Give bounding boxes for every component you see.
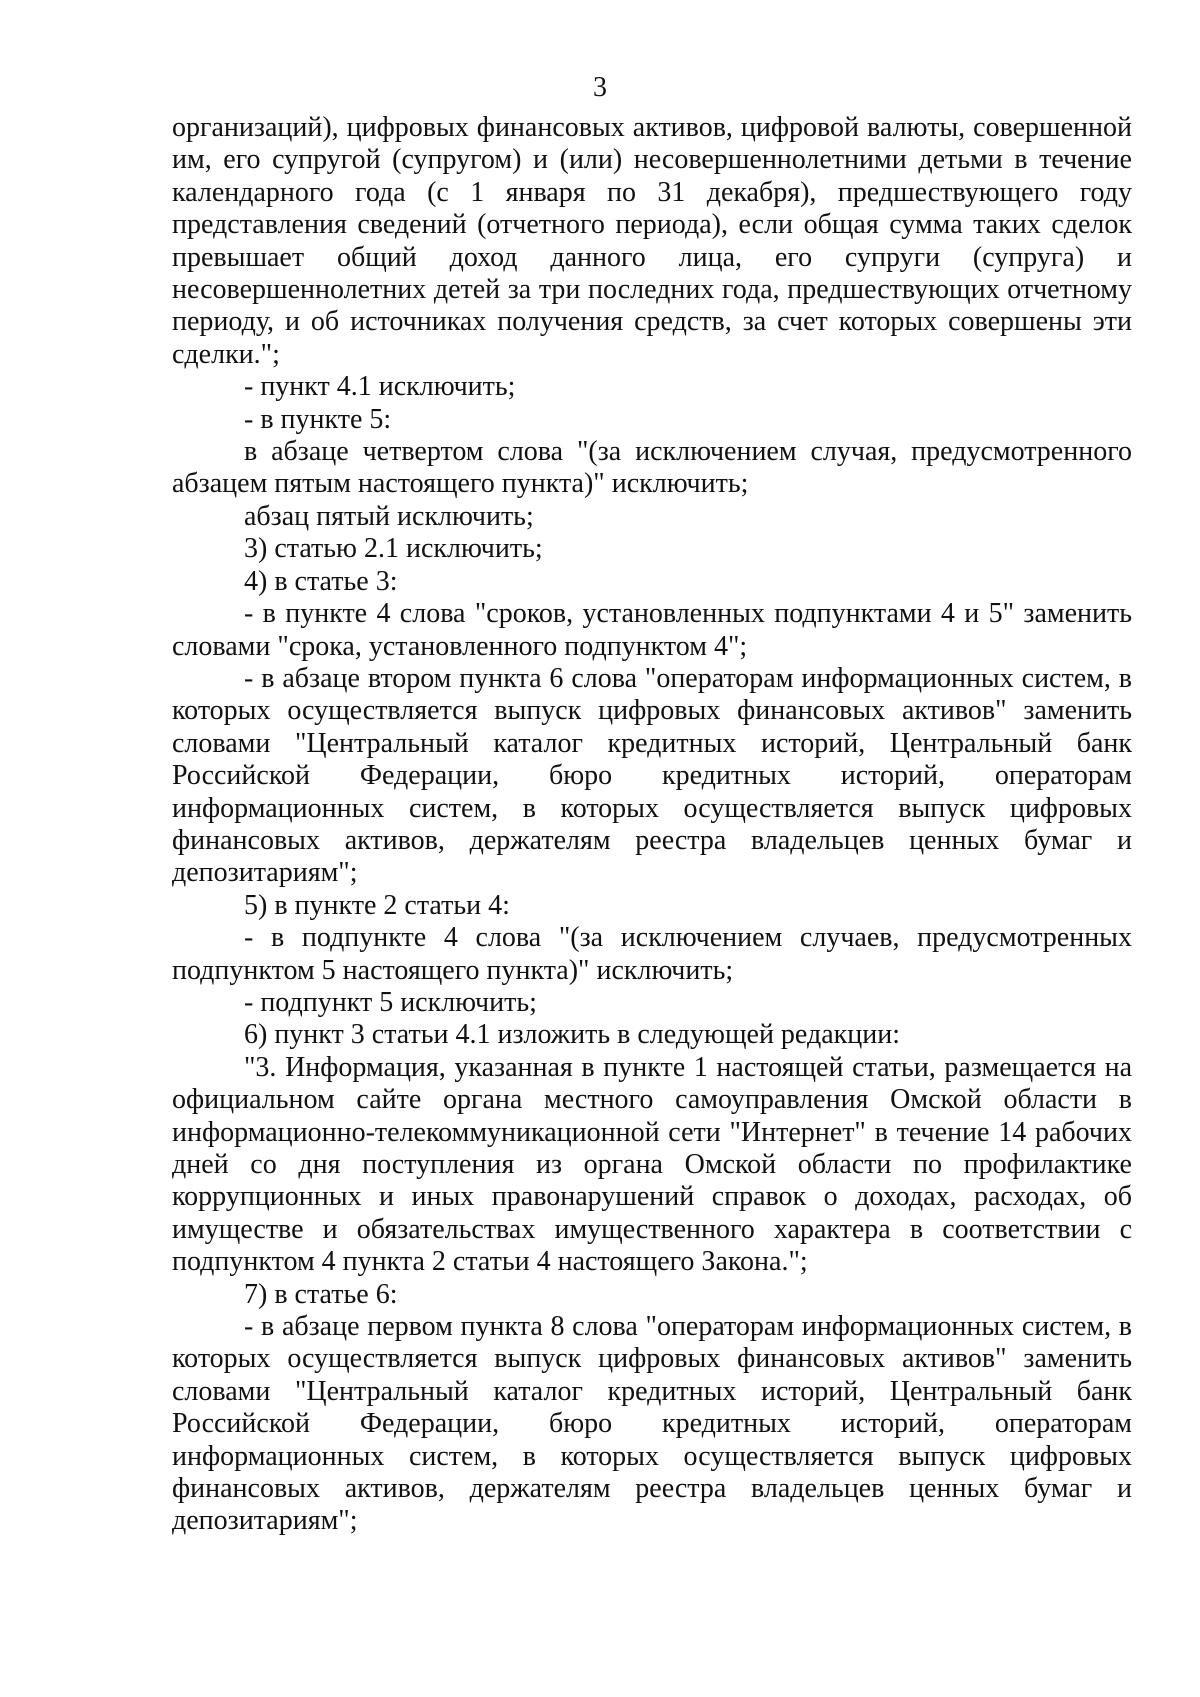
paragraph: 3) статью 2.1 исключить; <box>244 533 543 565</box>
paragraph: 6) пункт 3 статьи 4.1 изложить в следующей редакции: <box>244 1019 901 1051</box>
paragraph: - в подпункте 4 слова "(за исключением случаев, предусмотренных подпунктом 5 настоящего пункта)" исключить; <box>172 922 1132 986</box>
paragraph: 4) в статье 3: <box>244 565 398 597</box>
page-number: 3 <box>593 72 607 103</box>
paragraph: - пункт 4.1 исключить; <box>244 371 516 403</box>
document-body <box>172 112 1132 1538</box>
paragraph: "3. Информация, указанная в пункте 1 настоящей статьи, размещается на официальном сайте органа местного самоуправления Омской области в информационно-телекоммуникационной сети "Интернет" в течение 14 рабочих дней со дня поступления из органа Омской области по профилактике коррупционных и иных правонарушений справок о доходах, расходах, об имуществе и обязательствах имущественного характера в соответствии с подпунктом 4 пункта 2 статьи 4 настоящего Закона."; <box>172 1051 1132 1278</box>
paragraph: абзац пятый исключить; <box>244 500 534 532</box>
paragraph: - в абзаце первом пункта 8 слова "операторам информационных систем, в которых осуществляется выпуск цифровых финансовых активов" заменить словами "Центральный каталог кредитных историй, Центральный банк Российской Федерации, бюро кредитных историй, операторам информационных систем, в которых осуществляется выпуск цифровых финансовых активов, держателям реестра владельцев ценных бумаг и депозитариям"; <box>172 1311 1132 1537</box>
paragraph: - в пункте 5: <box>244 403 392 435</box>
paragraph: в абзаце четвертом слова "(за исключением случая, предусмотренного абзацем пятым настоящего пункта)" исключить; <box>172 436 1132 500</box>
paragraph: - подпункт 5 исключить; <box>244 986 537 1018</box>
paragraph: - в абзаце втором пункта 6 слова "операторам информационных систем, в которых осуществляется выпуск цифровых финансовых активов" заменить словами "Центральный каталог кредитных историй, Центральный банк Российской Федерации, бюро кредитных историй, операторам информационных систем, в которых осуществляется выпуск цифровых финансовых активов, держателям реестра владельцев ценных бумаг и депозитариям"; <box>172 662 1132 889</box>
paragraph: - в пункте 4 слова "сроков, установленных подпунктами 4 и 5" заменить словами "срока, установленного подпунктом 4"; <box>172 598 1132 662</box>
paragraph: 7) в статье 6: <box>244 1278 398 1310</box>
paragraph: организаций), цифровых финансовых активов, цифровой валюты, совершенной им, его супругой (супругом) и (или) несовершеннолетними детьми в течение календарного года (с 1 января по 31 декабря), предшествующего году представления сведений (отчетного периода), если общая сумма таких сделок превышает общий доход данного лица, его супруги (супруга) и несовершеннолетних детей за три последних года, предшествующих отчетному периоду, и об источниках получения средств, за счет которых совершены эти сделки."; <box>172 112 1132 370</box>
paragraph: 5) в пункте 2 статьи 4: <box>244 889 510 921</box>
